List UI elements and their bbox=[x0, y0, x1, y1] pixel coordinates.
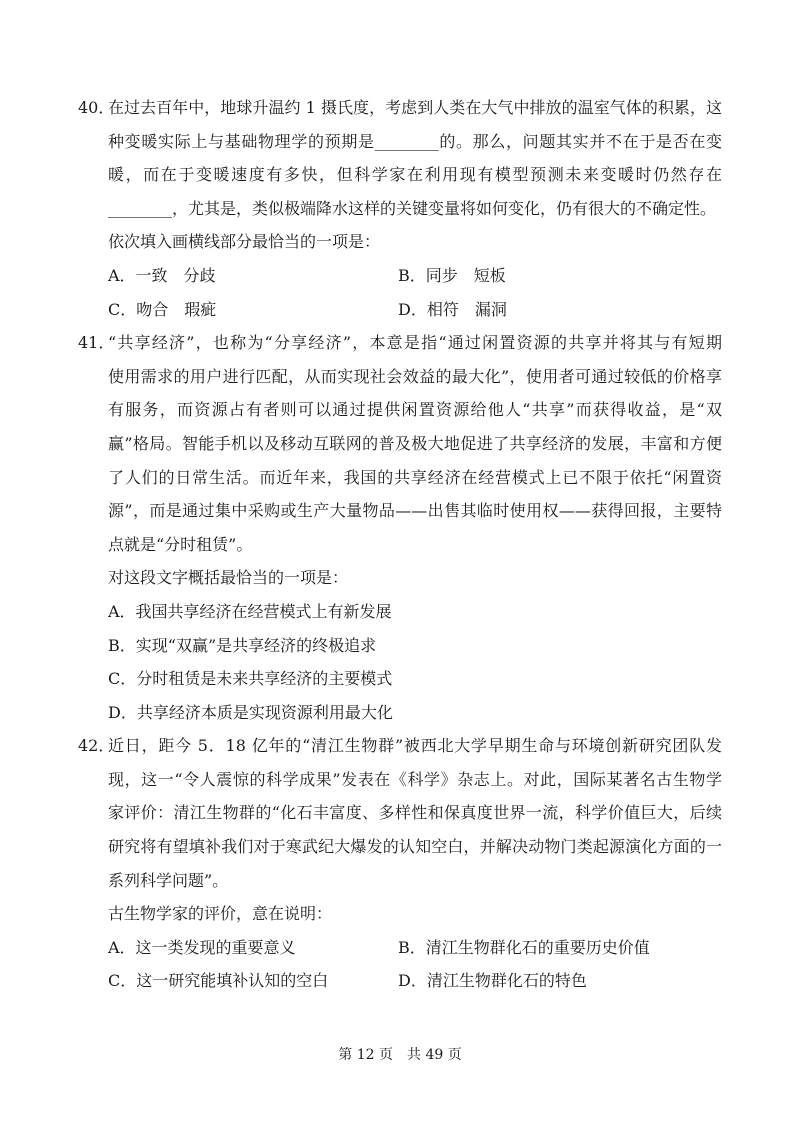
question-42 bbox=[0, 729, 800, 998]
option-a: A．这一类发现的重要意义 bbox=[108, 937, 296, 957]
option-c: C．吻合 瑕疵 bbox=[108, 299, 217, 319]
options-row bbox=[108, 259, 722, 293]
stem-line: 了人们的日常生活。而近年来，我国的共享经济在经营模式上已不限于依托“闲置资 bbox=[108, 467, 722, 487]
question-number: 42． bbox=[78, 736, 115, 756]
stem-line: 点就是“分时租赁”。 bbox=[108, 534, 253, 554]
question-number: 40． bbox=[78, 98, 115, 117]
stem-line: 暖，而在于变暖速度有多快，但科学家在利用现有模型预测未来变暖时仍然存在 bbox=[108, 165, 722, 185]
stem-line: 源”，而是通过集中采购或生产大量物品——出售其临时使用权——获得回报，主要特 bbox=[108, 501, 722, 521]
option-a: A．我国共享经济在经营模式上有新发展 bbox=[108, 601, 392, 621]
stem-line: 种变暖实际上与基础物理学的预期是________的。那么，问题其实并不在于是否在变 bbox=[108, 131, 722, 151]
options-row bbox=[108, 293, 722, 327]
option-a: A．一致 分歧 bbox=[108, 265, 216, 285]
option-b: B．清江生物群化石的重要历史价值 bbox=[398, 937, 650, 957]
question-prompt: 对这段文字概括最恰当的一项是： bbox=[108, 568, 349, 588]
stem-line: 赢”格局。智能手机以及移动互联网的普及极大地促进了共享经济的发展，丰富和方便 bbox=[108, 433, 722, 453]
option-d: D．共享经济本质是实现资源利用最大化 bbox=[108, 702, 393, 722]
question-40 bbox=[0, 91, 800, 326]
options-row bbox=[108, 931, 722, 965]
stem-line: 研究将有望填补我们对于寒武纪大爆发的认知空白，并解决动物门类起源演化方面的一 bbox=[108, 837, 722, 857]
option-d: D．清江生物群化石的特色 bbox=[398, 971, 587, 991]
question-prompt: 依次填入画横线部分最恰当的一项是： bbox=[108, 232, 381, 252]
stem-line: “共享经济”，也称为“分享经济”，本意是指“通过闲置资源的共享并将其与有短期 bbox=[108, 333, 722, 353]
page-content bbox=[0, 91, 800, 998]
question-number: 41． bbox=[78, 333, 115, 353]
stem-line: 有服务，而资源占有者则可以通过提供闲置资源给他人“共享”而获得收益，是“双 bbox=[108, 400, 722, 420]
option-d: D．相符 漏洞 bbox=[398, 299, 507, 319]
stem-line: 家评价：清江生物群的“化石丰富度、多样性和保真度世界一流，科学价值巨大，后续 bbox=[108, 803, 722, 823]
question-41 bbox=[0, 326, 800, 729]
options-row bbox=[108, 964, 722, 998]
stem-line: 在过去百年中，地球升温约 1 摄氏度，考虑到人类在大气中排放的温室气体的积累，这 bbox=[108, 98, 722, 117]
stem-line: 现，这一“令人震惊的科学成果”发表在《科学》杂志上。对此，国际某著名古生物学 bbox=[108, 769, 722, 789]
stem-line: 近日，距今 5．18 亿年的“清江生物群”被西北大学早期生命与环境创新研究团队发 bbox=[108, 736, 722, 756]
option-b: B．同步 短板 bbox=[398, 265, 506, 285]
stem-line: 系列科学问题”。 bbox=[108, 870, 229, 890]
option-b: B．实现“双赢”是共享经济的终极追求 bbox=[108, 635, 377, 655]
stem-line: ________，尤其是，类似极端降水这样的关键变量将如何变化，仍有很大的不确定性。 bbox=[108, 198, 717, 218]
option-c: C．分时租赁是未来共享经济的主要模式 bbox=[108, 669, 393, 689]
option-c: C．这一研究能填补认知的空白 bbox=[108, 971, 329, 991]
question-prompt: 古生物学家的评价，意在说明： bbox=[108, 904, 333, 924]
page-footer: 第 12 页 共 49 页 bbox=[338, 1047, 462, 1063]
stem-line: 使用需求的用户进行匹配，从而实现社会效益的最大化”，使用者可通过较低的价格享 bbox=[108, 366, 722, 386]
